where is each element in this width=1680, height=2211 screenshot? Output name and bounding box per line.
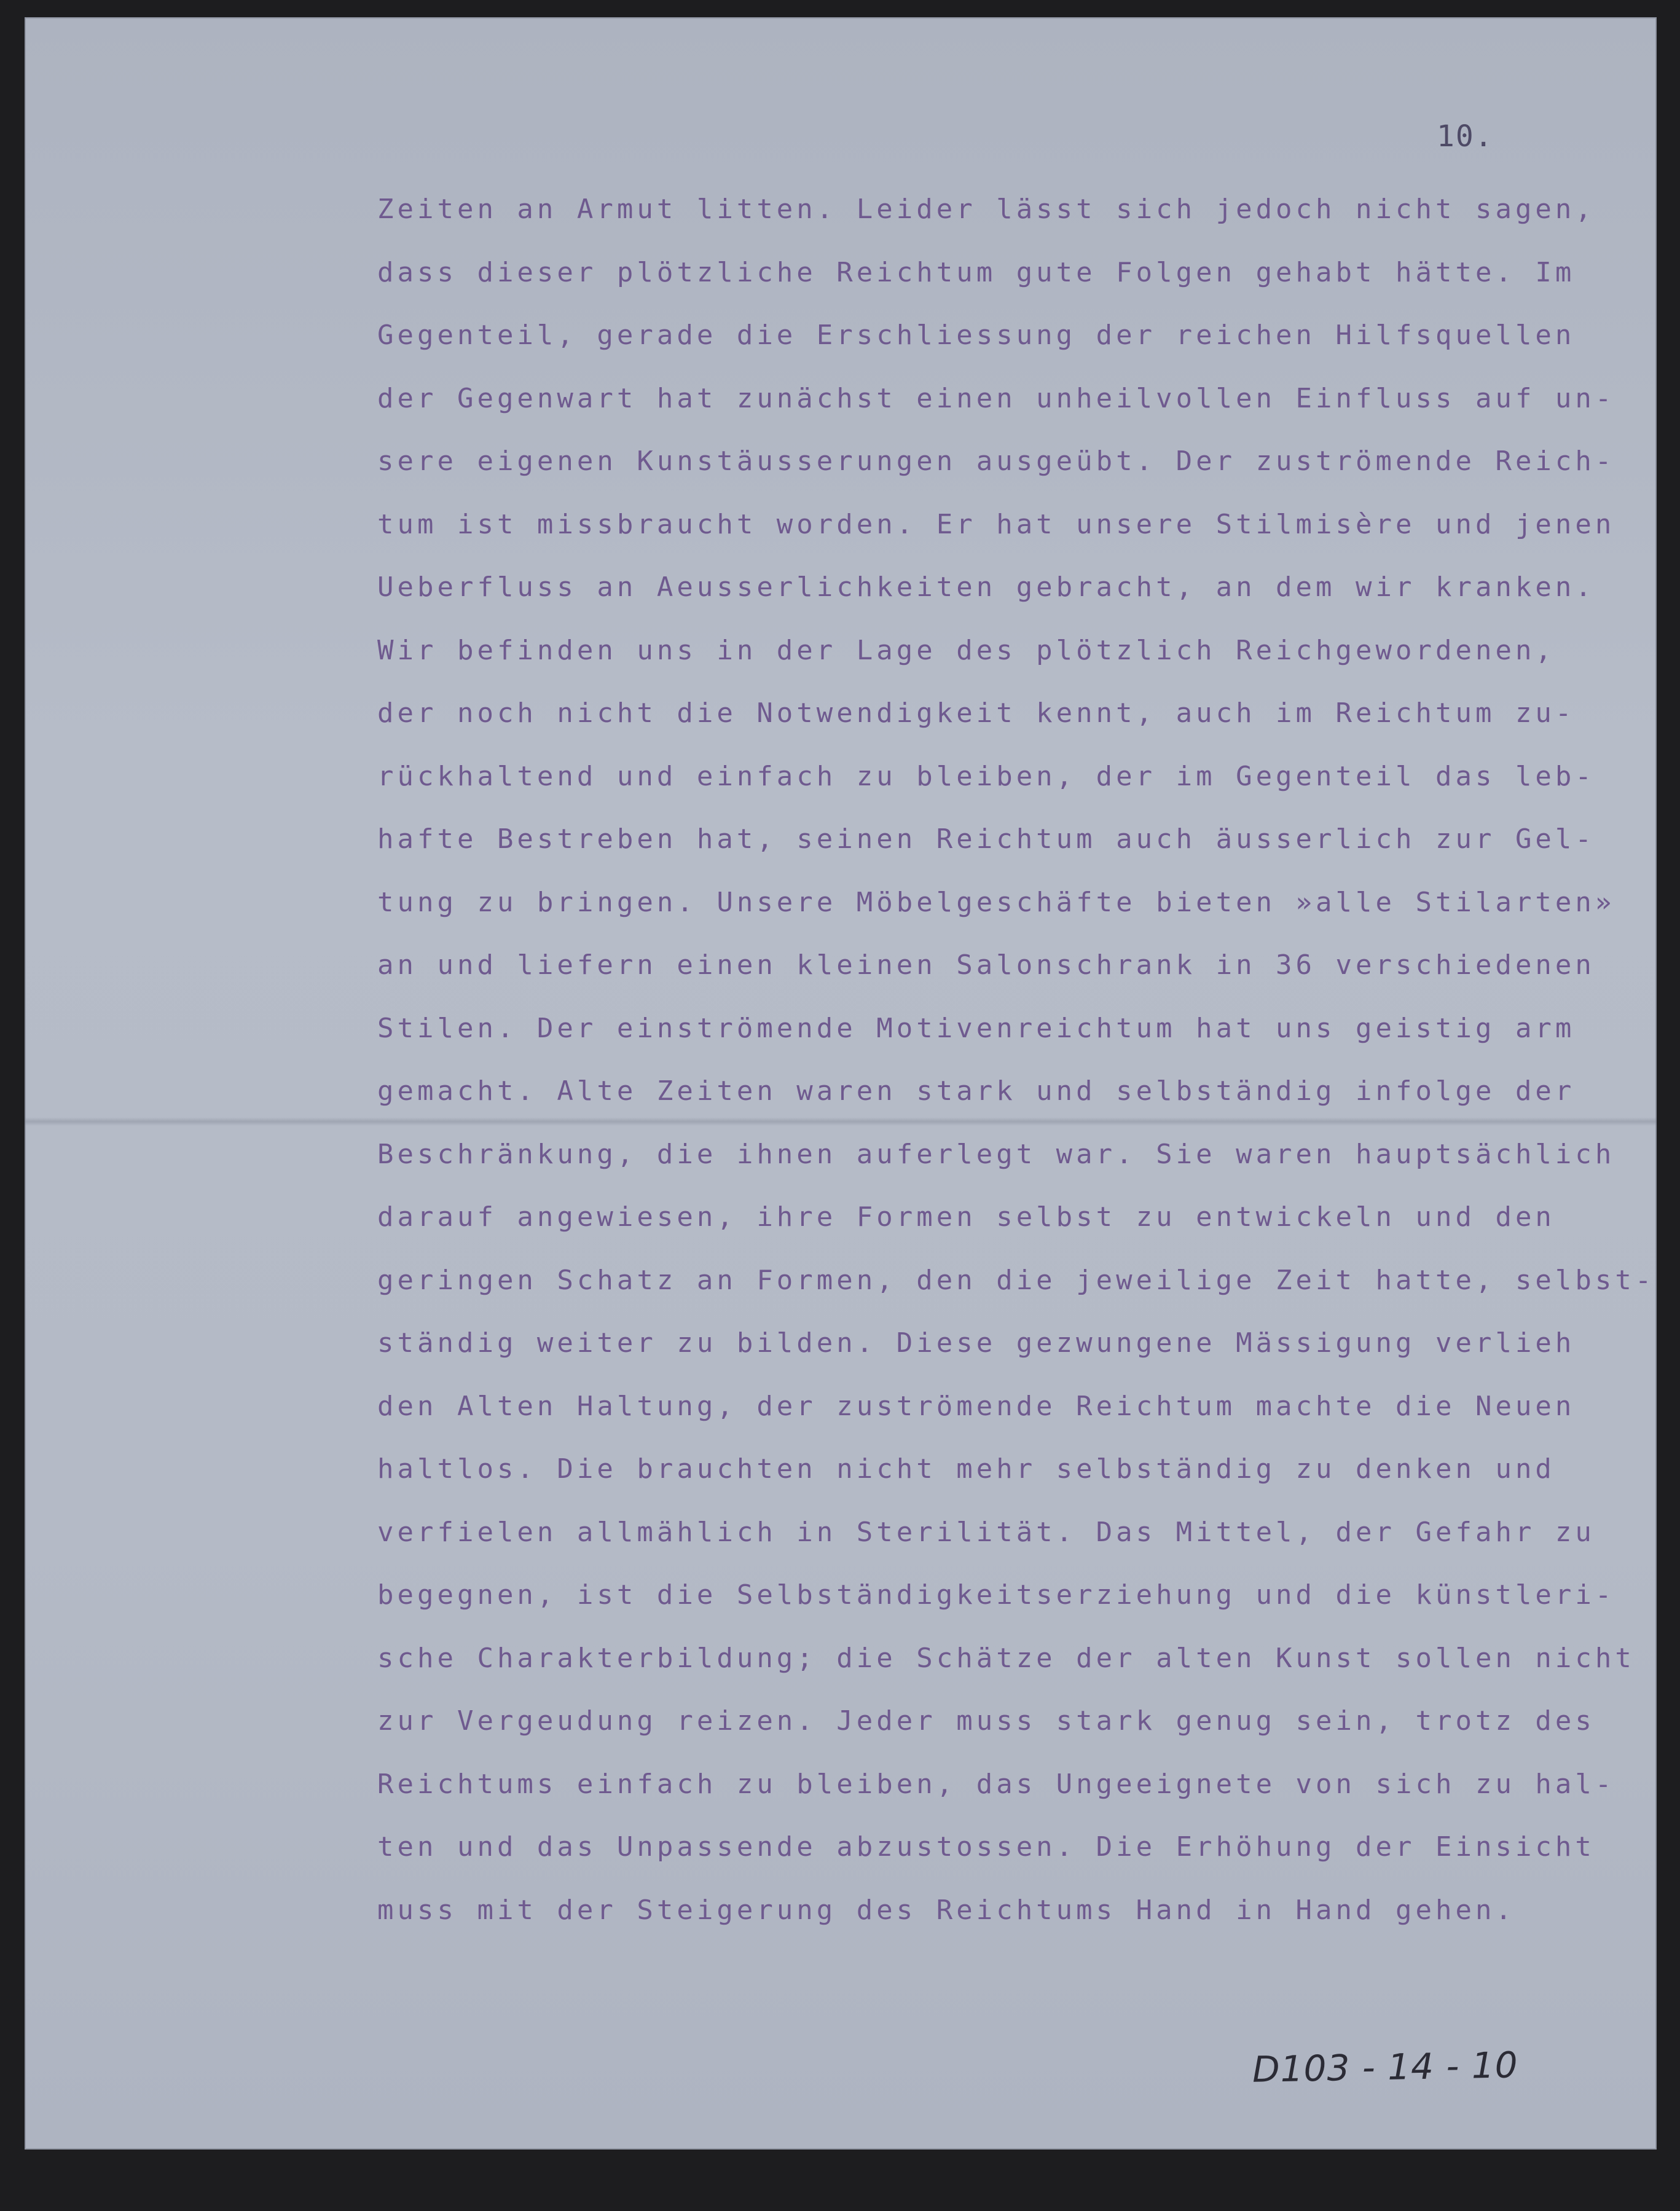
text-line: haltlos. Die brauchten nicht mehr selbständig zu denken und xyxy=(377,1453,1555,1485)
text-line: gemacht. Alte Zeiten waren stark und selbständig infolge der xyxy=(377,1075,1576,1107)
text-line: dass dieser plötzliche Reichtum gute Folgen gehabt hätte. Im xyxy=(377,256,1576,288)
text-line: verfielen allmählich in Sterilität. Das Mittel, der Gefahr zu xyxy=(377,1516,1595,1548)
text-line: ständig weiter zu bilden. Diese gezwungene Mässigung verlieh xyxy=(377,1327,1576,1359)
handwritten-archive-code: D103 - 14 - 10 xyxy=(1252,2044,1519,2091)
text-line: sche Charakterbildung; die Schätze der alten Kunst sollen nicht xyxy=(377,1642,1635,1674)
text-line: geringen Schatz an Formen, den die jeweilige Zeit hatte, selbst- xyxy=(377,1264,1655,1296)
text-line: rückhaltend und einfach zu bleiben, der im Gegenteil das leb- xyxy=(377,760,1595,792)
text-line: Gegenteil, gerade die Erschliessung der reichen Hilfsquellen xyxy=(377,320,1576,351)
text-line: der Gegenwart hat zunächst einen unheilvollen Einfluss auf un- xyxy=(377,382,1615,414)
text-line: zur Vergeudung reizen. Jeder muss stark genug sein, trotz des xyxy=(377,1705,1595,1737)
text-line: Ueberfluss an Aeusserlichkeiten gebracht, an dem wir kranken. xyxy=(377,571,1595,603)
text-line: Stilen. Der einströmende Motivenreichtum hat uns geistig arm xyxy=(377,1012,1576,1044)
text-line: hafte Bestreben hat, seinen Reichtum auch äusserlich zur Gel- xyxy=(377,823,1595,855)
typed-text-body xyxy=(377,178,1674,1942)
text-line: an und liefern einen kleinen Salonschrank in 36 verschiedenen xyxy=(377,949,1595,981)
text-line: sere eigenen Kunstäusserungen ausgeübt. Der zuströmende Reich- xyxy=(377,446,1615,477)
text-line: muss mit der Steigerung des Reichtums Hand in Hand gehen. xyxy=(377,1894,1515,1926)
text-line: Reichtums einfach zu bleiben, das Ungeeignete von sich zu hal- xyxy=(377,1768,1615,1800)
page-number: 10. xyxy=(1437,119,1494,154)
text-line: darauf angewiesen, ihre Formen selbst zu entwickeln und den xyxy=(377,1201,1555,1233)
text-line: der noch nicht die Notwendigkeit kennt, auch im Reichtum zu- xyxy=(377,697,1576,729)
text-line: ten und das Unpassende abzustossen. Die Erhöhung der Einsicht xyxy=(377,1831,1595,1863)
text-line: tum ist missbraucht worden. Er hat unsere Stilmisère und jenen xyxy=(377,508,1615,540)
text-line: den Alten Haltung, der zuströmende Reichtum machte die Neuen xyxy=(377,1390,1576,1422)
text-line: Zeiten an Armut litten. Leider lässt sich jedoch nicht sagen, xyxy=(377,194,1595,225)
text-line: begegnen, ist die Selbständigkeitserziehung und die künstleri- xyxy=(377,1579,1615,1611)
text-line: tung zu bringen. Unsere Möbelgeschäfte bieten »alle Stilarten» xyxy=(377,886,1615,918)
text-line: Beschränkung, die ihnen auferlegt war. Sie waren hauptsächlich xyxy=(377,1138,1615,1170)
text-line: Wir befinden uns in der Lage des plötzlich Reichgewordenen, xyxy=(377,634,1555,666)
